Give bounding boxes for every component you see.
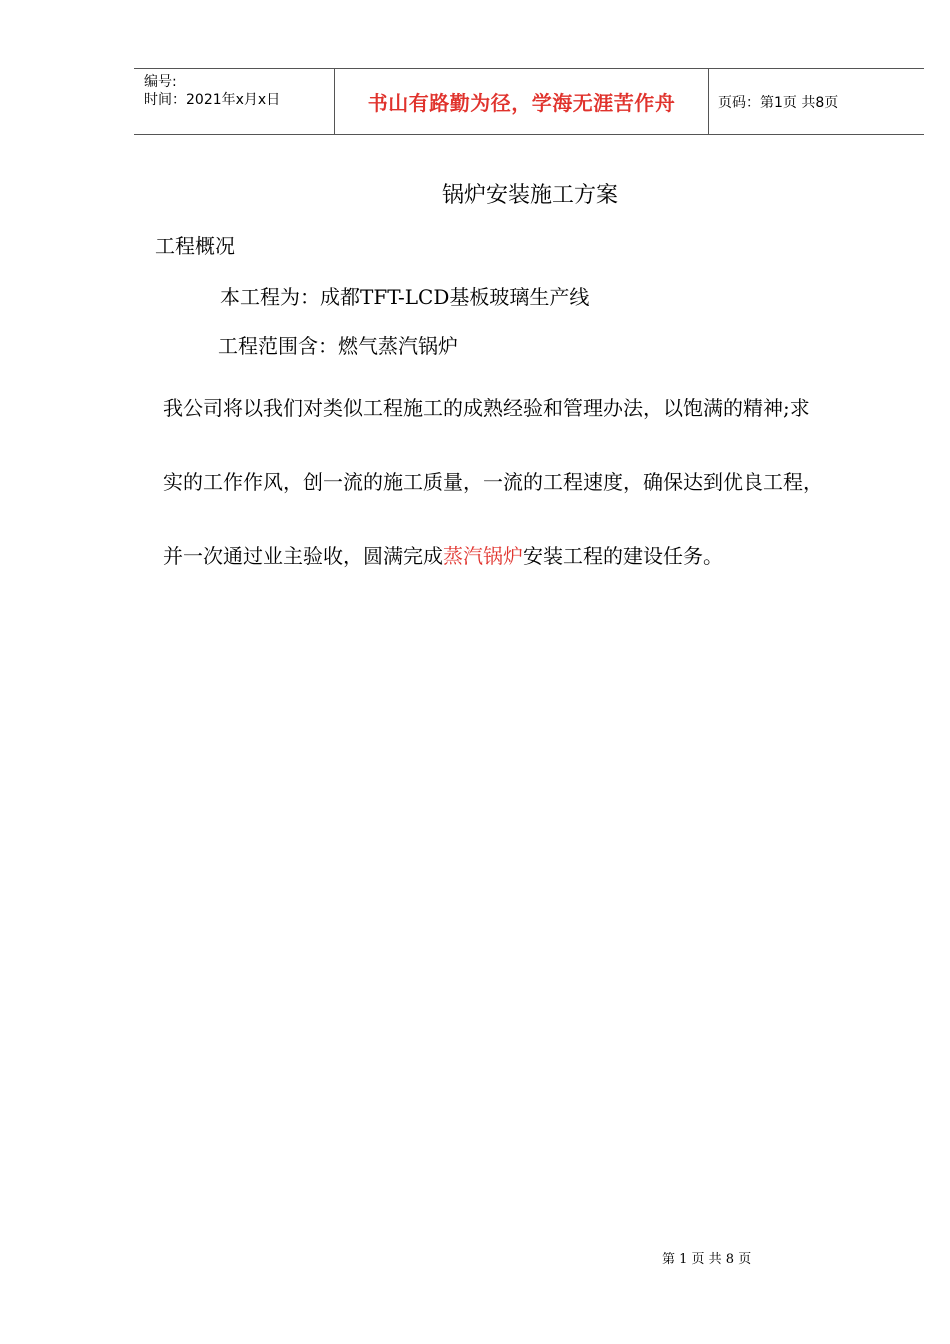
paragraph-line-3-start: 并一次通过业主验收，圆满完成 xyxy=(163,544,443,568)
page-info: 页码：第1页 共8页 xyxy=(718,94,839,111)
header-motto-cell xyxy=(335,69,709,134)
date-label: 时间：2021年x月x日 xyxy=(144,92,281,108)
paragraph-line-1: 我公司将以我们对类似工程施工的成熟经验和管理办法，以饱满的精神;求 xyxy=(163,396,810,420)
header-page-cell xyxy=(709,69,924,134)
section-heading: 工程概况 xyxy=(155,234,235,258)
paragraph-line-3 xyxy=(163,540,723,569)
highlighted-term: 蒸汽锅炉 xyxy=(443,544,523,568)
motto-text: 书山有路勤为径，学海无涯苦作舟 xyxy=(367,91,676,115)
header-table xyxy=(134,68,924,135)
number-label: 编号: xyxy=(144,74,177,90)
paragraph-line-2: 实的工作作风，创一流的施工质量，一流的工程速度，确保达到优良工程， xyxy=(163,470,823,494)
project-line: 本工程为：成都TFT-LCD基板玻璃生产线 xyxy=(220,285,590,309)
header-meta-cell xyxy=(134,69,335,134)
scope-line: 工程范围含：燃气蒸汽锅炉 xyxy=(218,334,458,358)
paragraph-line-3-end: 安装工程的建设任务。 xyxy=(523,544,723,568)
document-title: 锅炉安装施工方案 xyxy=(441,183,618,208)
footer-page-number: 第 1 页 共 8 页 xyxy=(662,1252,752,1267)
